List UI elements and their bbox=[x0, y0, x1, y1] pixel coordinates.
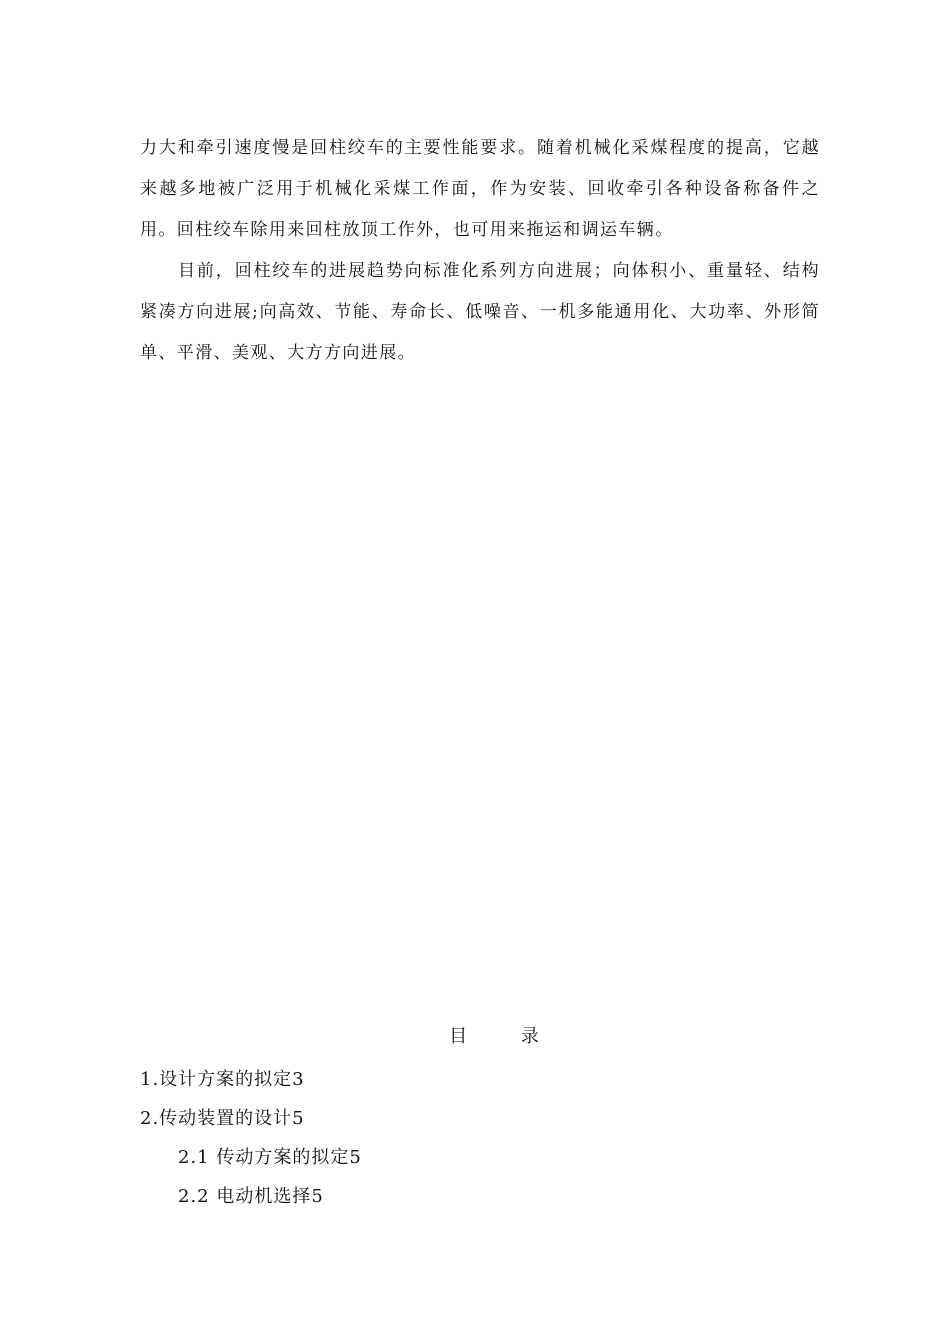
toc-item-design-scheme: 1.设计方案的拟定3 bbox=[140, 1069, 305, 1090]
toc-item-motor-selection: 2.2 电动机选择5 bbox=[178, 1186, 324, 1207]
body-text bbox=[140, 128, 820, 374]
toc-item-transmission-scheme: 2.1 传动方案的拟定5 bbox=[178, 1147, 362, 1168]
paragraph-winch-requirements: 力大和牵引速度慢是回柱绞车的主要性能要求。随着机械化采煤程度的提高，它越来越多地被广泛用于机械化采煤工作面，作为安装、回收牵引各种设备称备件之用。回柱绞车除用来回柱放顶工作外，也可用来拖运和调运车辆。 bbox=[140, 138, 820, 240]
table-of-contents bbox=[140, 1018, 820, 1216]
toc-item-transmission-design: 2.传动装置的设计5 bbox=[140, 1108, 305, 1129]
toc-title: 目 录 bbox=[449, 1026, 563, 1047]
paragraph-development-trends: 目前，回柱绞车的进展趋势向标准化系列方向进展；向体积小、重量轻、结构紧凑方向进展;向高效、节能、寿命长、低噪音、一机多能通用化、大功率、外形简单、平滑、美观、大方方向进展。 bbox=[140, 261, 820, 363]
